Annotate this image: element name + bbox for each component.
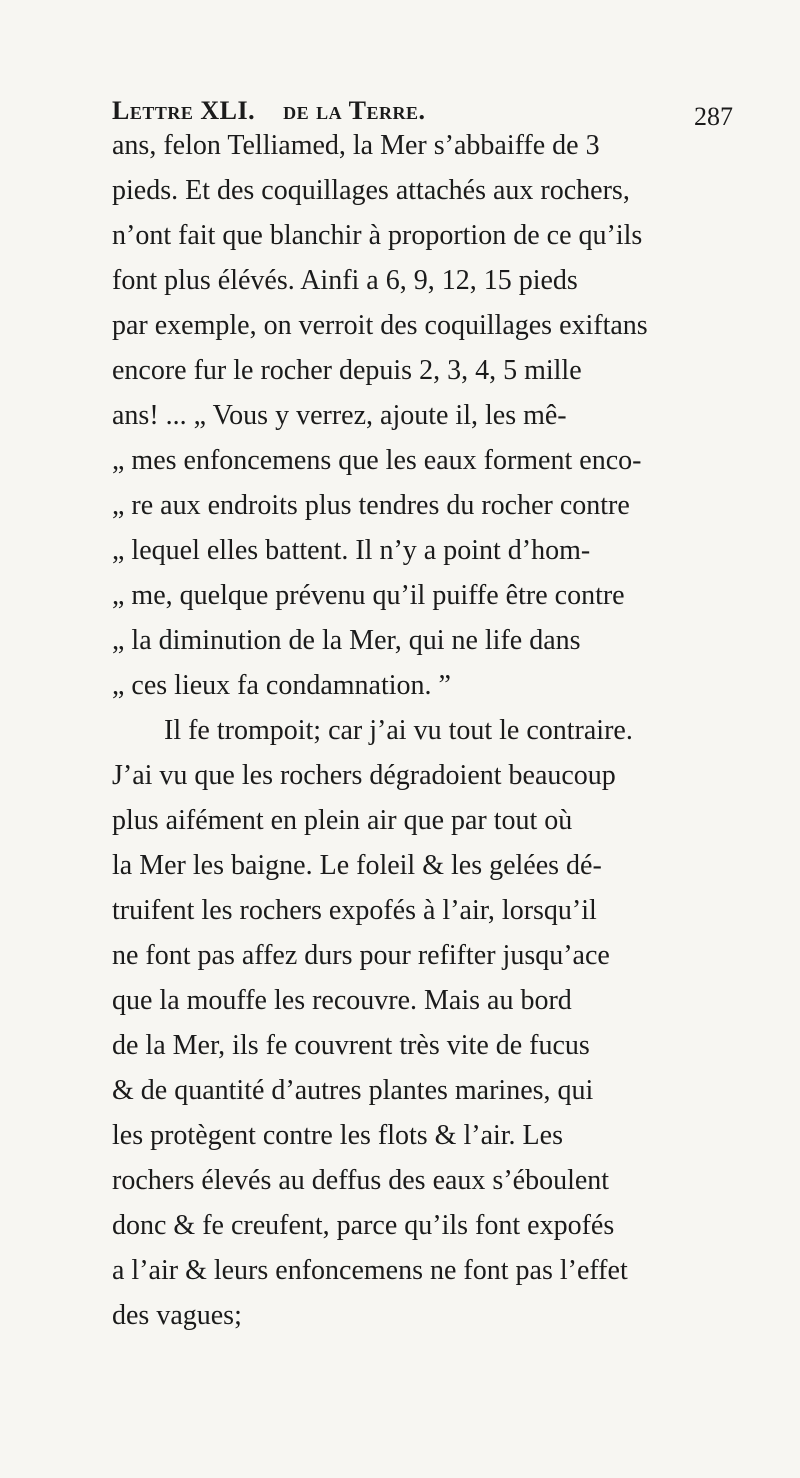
text-line: truifent les rochers expofés à l’air, lorsqu’il <box>112 895 597 926</box>
text-line: ne font pas affez durs pour refifter jusqu’ace <box>112 940 610 971</box>
text-line: les protègent contre les flots & l’air. Les <box>112 1120 563 1151</box>
text-line: „ re aux endroits plus tendres du rocher contre <box>112 490 630 521</box>
text-line: pieds. Et des coquillages attachés aux rochers, <box>112 175 630 206</box>
text-line: donc & fe creufent, parce qu’ils font expofés <box>112 1210 615 1241</box>
text-line: ans, felon Telliamed, la Mer s’abbaiffe de 3 <box>112 130 600 161</box>
text-line: ans! ... „ Vous y verrez, ajoute il, les mê- <box>112 400 567 431</box>
text-line: de la Mer, ils fe couvrent très vite de fucus <box>112 1030 590 1061</box>
text-line: font plus élévés. Ainfi a 6, 9, 12, 15 pieds <box>112 265 578 296</box>
text-line: n’ont fait que blanchir à proportion de ce qu’ils <box>112 220 643 251</box>
running-head-left: Lettre XLI. <box>112 96 256 125</box>
text-line: la Mer les baigne. Le foleil & les gelées dé- <box>112 850 602 881</box>
text-line: „ ces lieux fa condamnation. ” <box>112 670 451 701</box>
paragraph-start-line: Il fe trompoit; car j’ai vu tout le contraire. <box>164 715 633 746</box>
text-line: „ me, quelque prévenu qu’il puiffe être contre <box>112 580 625 611</box>
text-line: que la mouffe les recouvre. Mais au bord <box>112 985 572 1016</box>
text-line: & de quantité d’autres plantes marines, qui <box>112 1075 594 1106</box>
text-line: des vagues; <box>112 1300 242 1331</box>
text-line: a l’air & leurs enfoncemens ne font pas l’effet <box>112 1255 628 1286</box>
text-line: „ la diminution de la Mer, qui ne life dans <box>112 625 581 656</box>
text-line: encore fur le rocher depuis 2, 3, 4, 5 mille <box>112 355 582 386</box>
running-head-right: de la Terre. <box>283 96 426 125</box>
text-line: rochers élevés au deffus des eaux s’éboulent <box>112 1165 610 1196</box>
page-number: 287 <box>694 102 733 131</box>
text-line: „ mes enfoncemens que les eaux forment enco- <box>112 445 642 476</box>
text-line: par exemple, on verroit des coquillages exiftans <box>112 310 648 341</box>
text-line: plus aifément en plein air que par tout où <box>112 805 573 836</box>
text-line: „ lequel elles battent. Il n’y a point d’hom- <box>112 535 591 566</box>
running-head <box>112 96 426 126</box>
text-line: J’ai vu que les rochers dégradoient beaucoup <box>112 760 616 791</box>
